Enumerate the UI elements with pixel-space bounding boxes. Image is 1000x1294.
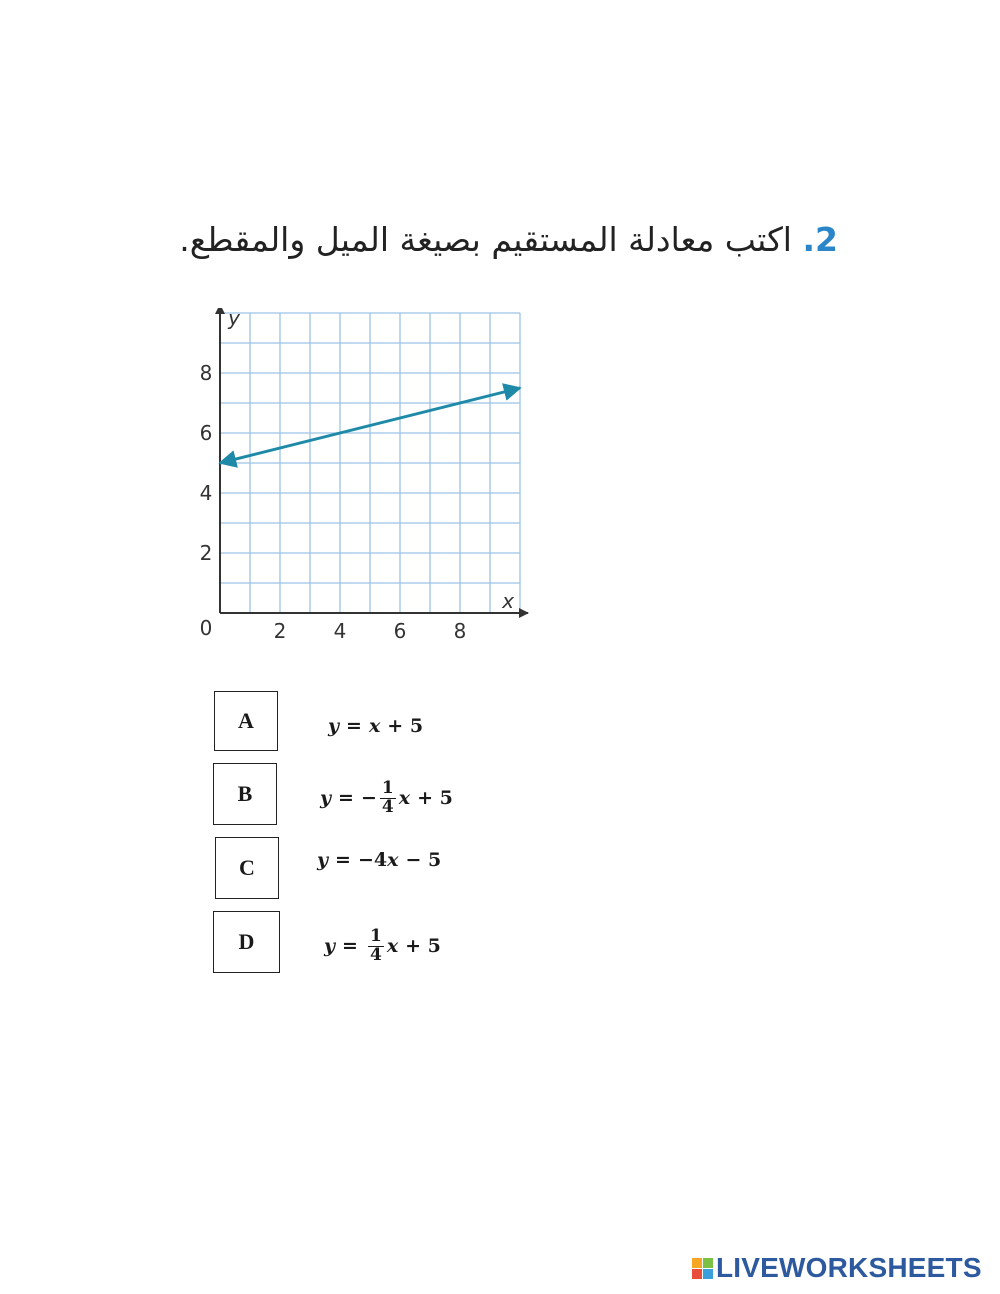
question-number: 2.	[802, 220, 838, 259]
eq-lhs: y	[324, 935, 336, 958]
eq-coefficient: 4	[373, 849, 388, 871]
x-tick-label: 2	[273, 619, 287, 643]
line-graph	[192, 308, 532, 653]
eq-fraction	[380, 780, 396, 817]
eq-minus: −	[357, 849, 374, 871]
choice-b-box[interactable]: B	[213, 763, 277, 825]
fraction-denominator: 4	[369, 944, 382, 965]
choice-d-equation	[324, 928, 441, 965]
eq-lhs: y	[317, 849, 329, 871]
axes	[220, 308, 528, 613]
eq-tail: + 5	[387, 715, 424, 737]
eq-var: x	[368, 715, 381, 737]
logo-square	[692, 1258, 702, 1268]
question-prompt: اكتب معادلة المستقيم بصيغة الميل والمقطع.	[179, 220, 792, 259]
eq-var: x	[398, 787, 411, 810]
eq-tail: + 5	[405, 935, 441, 958]
eq-lhs: y	[320, 787, 332, 810]
tick-labels	[200, 308, 514, 643]
fraction-denominator: 4	[381, 796, 394, 817]
y-tick-label: 6	[199, 421, 213, 445]
eq-fraction	[368, 928, 384, 965]
eq-sign: =	[346, 715, 362, 737]
eq-var: x	[386, 935, 399, 958]
x-tick-label: 4	[333, 619, 347, 643]
logo-mark-icon	[692, 1258, 713, 1279]
x-axis-label: x	[502, 589, 514, 613]
liveworksheets-logo	[692, 1252, 982, 1284]
eq-lhs: y	[328, 715, 340, 737]
choice-a-box[interactable]: A	[214, 691, 278, 751]
fraction-numerator: 1	[369, 926, 382, 946]
choice-c-box[interactable]: C	[215, 837, 279, 899]
x-tick-label: 6	[393, 619, 407, 643]
eq-var: x	[387, 849, 399, 871]
logo-square	[703, 1269, 713, 1279]
fraction-numerator: 1	[381, 778, 394, 798]
eq-minus: −	[360, 787, 377, 810]
eq-sign: =	[338, 787, 354, 810]
logo-text: LIVEWORKSHEETS	[716, 1252, 982, 1283]
eq-tail: + 5	[417, 787, 453, 810]
choice-d-box[interactable]: D	[213, 911, 280, 973]
grid	[220, 313, 520, 613]
logo-square	[692, 1269, 702, 1279]
y-tick-label: 2	[199, 541, 213, 565]
eq-tail: − 5	[405, 849, 442, 871]
origin-label: 0	[199, 616, 213, 640]
question-text	[179, 220, 838, 259]
choice-a-equation	[328, 715, 423, 737]
eq-sign: =	[335, 849, 351, 871]
eq-sign: =	[342, 935, 358, 958]
choice-c-equation	[317, 849, 441, 871]
y-axis-label: y	[228, 308, 240, 330]
choice-b-equation	[320, 780, 453, 817]
y-tick-label: 8	[199, 361, 213, 385]
x-tick-label: 8	[453, 619, 467, 643]
y-tick-label: 4	[199, 481, 213, 505]
logo-square	[703, 1258, 713, 1268]
